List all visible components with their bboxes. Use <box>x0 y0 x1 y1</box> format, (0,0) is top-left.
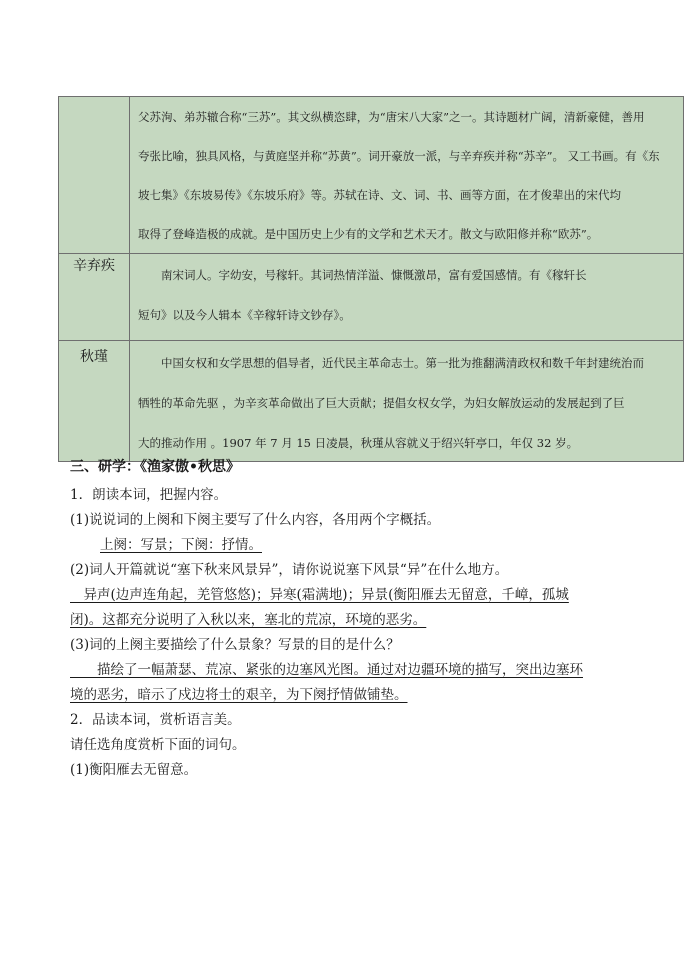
description-line: 牺牲的革命先驱 ，为辛亥革命做出了巨大贡献；提倡女权女学，为妇女解放运动的发展起到了巨 <box>138 396 625 410</box>
answer-1-2-line2: 闭)。这都充分说明了入秋以来，塞北的荒凉，环境的恶劣。 <box>70 612 427 628</box>
author-description-cell <box>130 254 684 341</box>
question-1-2: (2)词人开篇就说“塞下秋来风景异”，请你说说塞下风景“异”在什么地方。 <box>70 562 509 578</box>
description-line: 坡七集》《东坡易传》《东坡乐府》等。苏轼在诗、文、词、书、画等方面，在才俊辈出的宋代均 <box>138 188 621 202</box>
table-row-sushi <box>59 97 684 254</box>
answer-1-3-line1: 描绘了一幅萧瑟、荒凉、紧张的边塞风光图。通过对边疆环境的描写，突出边塞环 <box>70 662 583 678</box>
description-line: 南宋词人。字幼安，号稼轩。其词热情洋溢、慷慨激昂，富有爱国感情。有《稼轩长 <box>161 268 587 282</box>
table-row-xinqiji <box>59 254 684 341</box>
description-line: 大的推动作用 。1907 年 7 月 15 日凌晨，秋瑾从容就义于绍兴轩亭口，年仅 32 岁。 <box>138 436 579 450</box>
description-line: 短句》以及今人辑本《辛稼轩诗文钞存》。 <box>138 308 351 322</box>
question-2: 2．品读本词，赏析语言美。 <box>70 712 241 728</box>
answer-1-3-line2: 境的恶劣，暗示了戍边将士的艰辛，为下阕抒情做铺垫。 <box>70 687 408 703</box>
author-name-cell <box>59 97 130 254</box>
study-section <box>70 455 630 783</box>
section-heading: 三、研学：《渔家傲•秋思》 <box>70 459 240 475</box>
question-1-3: (3)词的上阕主要描绘了什么景象？写景的目的是什么？ <box>70 637 400 653</box>
author-description-cell <box>130 97 684 254</box>
description-line: 父苏洵、弟苏辙合称“三苏”。其文纵横恣肆，为“唐宋八大家”之一。其诗题材广阔，清新豪健，善用 <box>138 110 645 124</box>
author-name-cell: 辛弃疾 <box>59 254 130 341</box>
question-1-1: (1)说说词的上阕和下阕主要写了什么内容，各用两个字概括。 <box>70 512 441 528</box>
answer-1-2-line1: 异声(边声连角起，羌管悠悠)；异寒(霜满地)；异景(衡阳雁去无留意，千嶂，孤城 <box>70 587 569 603</box>
description-line: 中国女权和女学思想的倡导者，近代民主革命志士。第一批为推翻满清政权和数千年封建统治而 <box>161 356 644 370</box>
question-2-intro: 请任选角度赏析下面的词句。 <box>70 737 246 753</box>
author-table <box>58 96 684 462</box>
question-1: 1．朗读本词，把握内容。 <box>70 487 228 503</box>
answer-1-1: 上阕：写景；下阕：抒情。 <box>100 537 262 553</box>
description-line: 取得了登峰造极的成就。是中国历史上少有的文学和艺术天才。散文与欧阳修并称“欧苏”。 <box>138 227 599 241</box>
author-description-cell <box>130 341 684 462</box>
description-line: 夸张比喻，独具风格，与黄庭坚并称“苏黄”。词开豪放一派，与辛弃疾并称“苏辛”。 又工书画。有《东 <box>138 149 660 163</box>
author-name-cell: 秋瑾 <box>59 341 130 462</box>
table-row-qiujin <box>59 341 684 462</box>
question-2-1: (1)衡阳雁去无留意。 <box>70 762 198 778</box>
